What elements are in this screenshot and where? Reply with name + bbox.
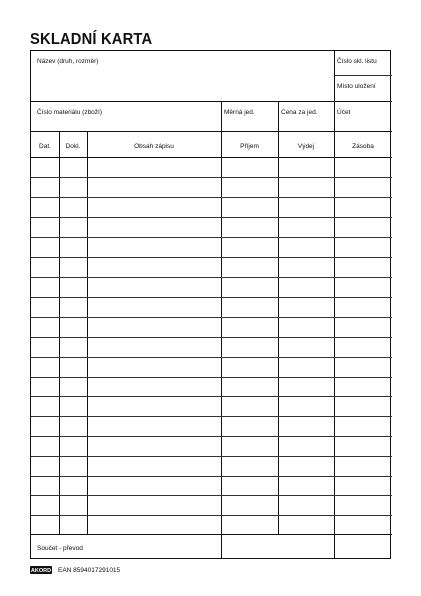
- table-row-line: [31, 377, 392, 378]
- label-soucet-prevod: Součet - převod: [37, 545, 83, 552]
- svg-text:AKORD: AKORD: [30, 568, 52, 574]
- label-merna-jed: Měrná jed.: [224, 109, 255, 116]
- divider: [221, 101, 222, 559]
- table-row-line: [31, 197, 392, 198]
- col-header-obsah: Obsah zápisu: [134, 143, 174, 150]
- divider: [87, 131, 88, 534]
- col-header-dokl: Dokl.: [65, 143, 81, 150]
- divider: [334, 75, 392, 76]
- table-row-line: [31, 217, 392, 218]
- label-ucet: Účet: [337, 109, 351, 116]
- divider: [59, 131, 60, 534]
- page-title: SKLADNÍ KARTA: [30, 31, 153, 48]
- table-row-line: [31, 476, 392, 477]
- col-header-vydej: Výdej: [297, 143, 315, 150]
- table-row-line: [31, 456, 392, 457]
- table-row-line: [31, 277, 392, 278]
- footer: [30, 566, 120, 574]
- stock-card-form: [30, 50, 391, 559]
- divider: [31, 534, 392, 535]
- divider: [31, 157, 392, 158]
- table-row-line: [31, 495, 392, 496]
- table-row-line: [31, 357, 392, 358]
- table-row-line: [31, 416, 392, 417]
- table-row-line: [31, 297, 392, 298]
- ean-code: EAN 8594017291015: [58, 566, 121, 574]
- label-cislo-listu: Číslo skl. listu: [337, 58, 377, 65]
- divider: [31, 101, 392, 102]
- table-row-line: [31, 237, 392, 238]
- divider: [334, 101, 335, 559]
- table-row-line: [31, 317, 392, 318]
- table-row-line: [31, 257, 392, 258]
- table-row-line: [31, 337, 392, 338]
- col-header-prijem: Příjem: [240, 143, 259, 150]
- table-row-line: [31, 177, 392, 178]
- label-nazev: Název (druh, rozměr): [37, 58, 99, 65]
- akord-logo: [30, 566, 52, 574]
- col-header-dat: Dat.: [39, 143, 51, 150]
- label-misto-ulozeni: Místo uložení: [337, 83, 376, 90]
- table-row-line: [31, 436, 392, 437]
- label-cislo-materialu: Číslo materiálu (zboží): [37, 109, 103, 116]
- table-row-line: [31, 515, 392, 516]
- col-header-zasoba: Zásoba: [352, 143, 374, 150]
- divider: [31, 131, 392, 132]
- table-row-line: [31, 396, 392, 397]
- label-cena: Cena za jed.: [281, 109, 318, 116]
- divider: [334, 51, 335, 101]
